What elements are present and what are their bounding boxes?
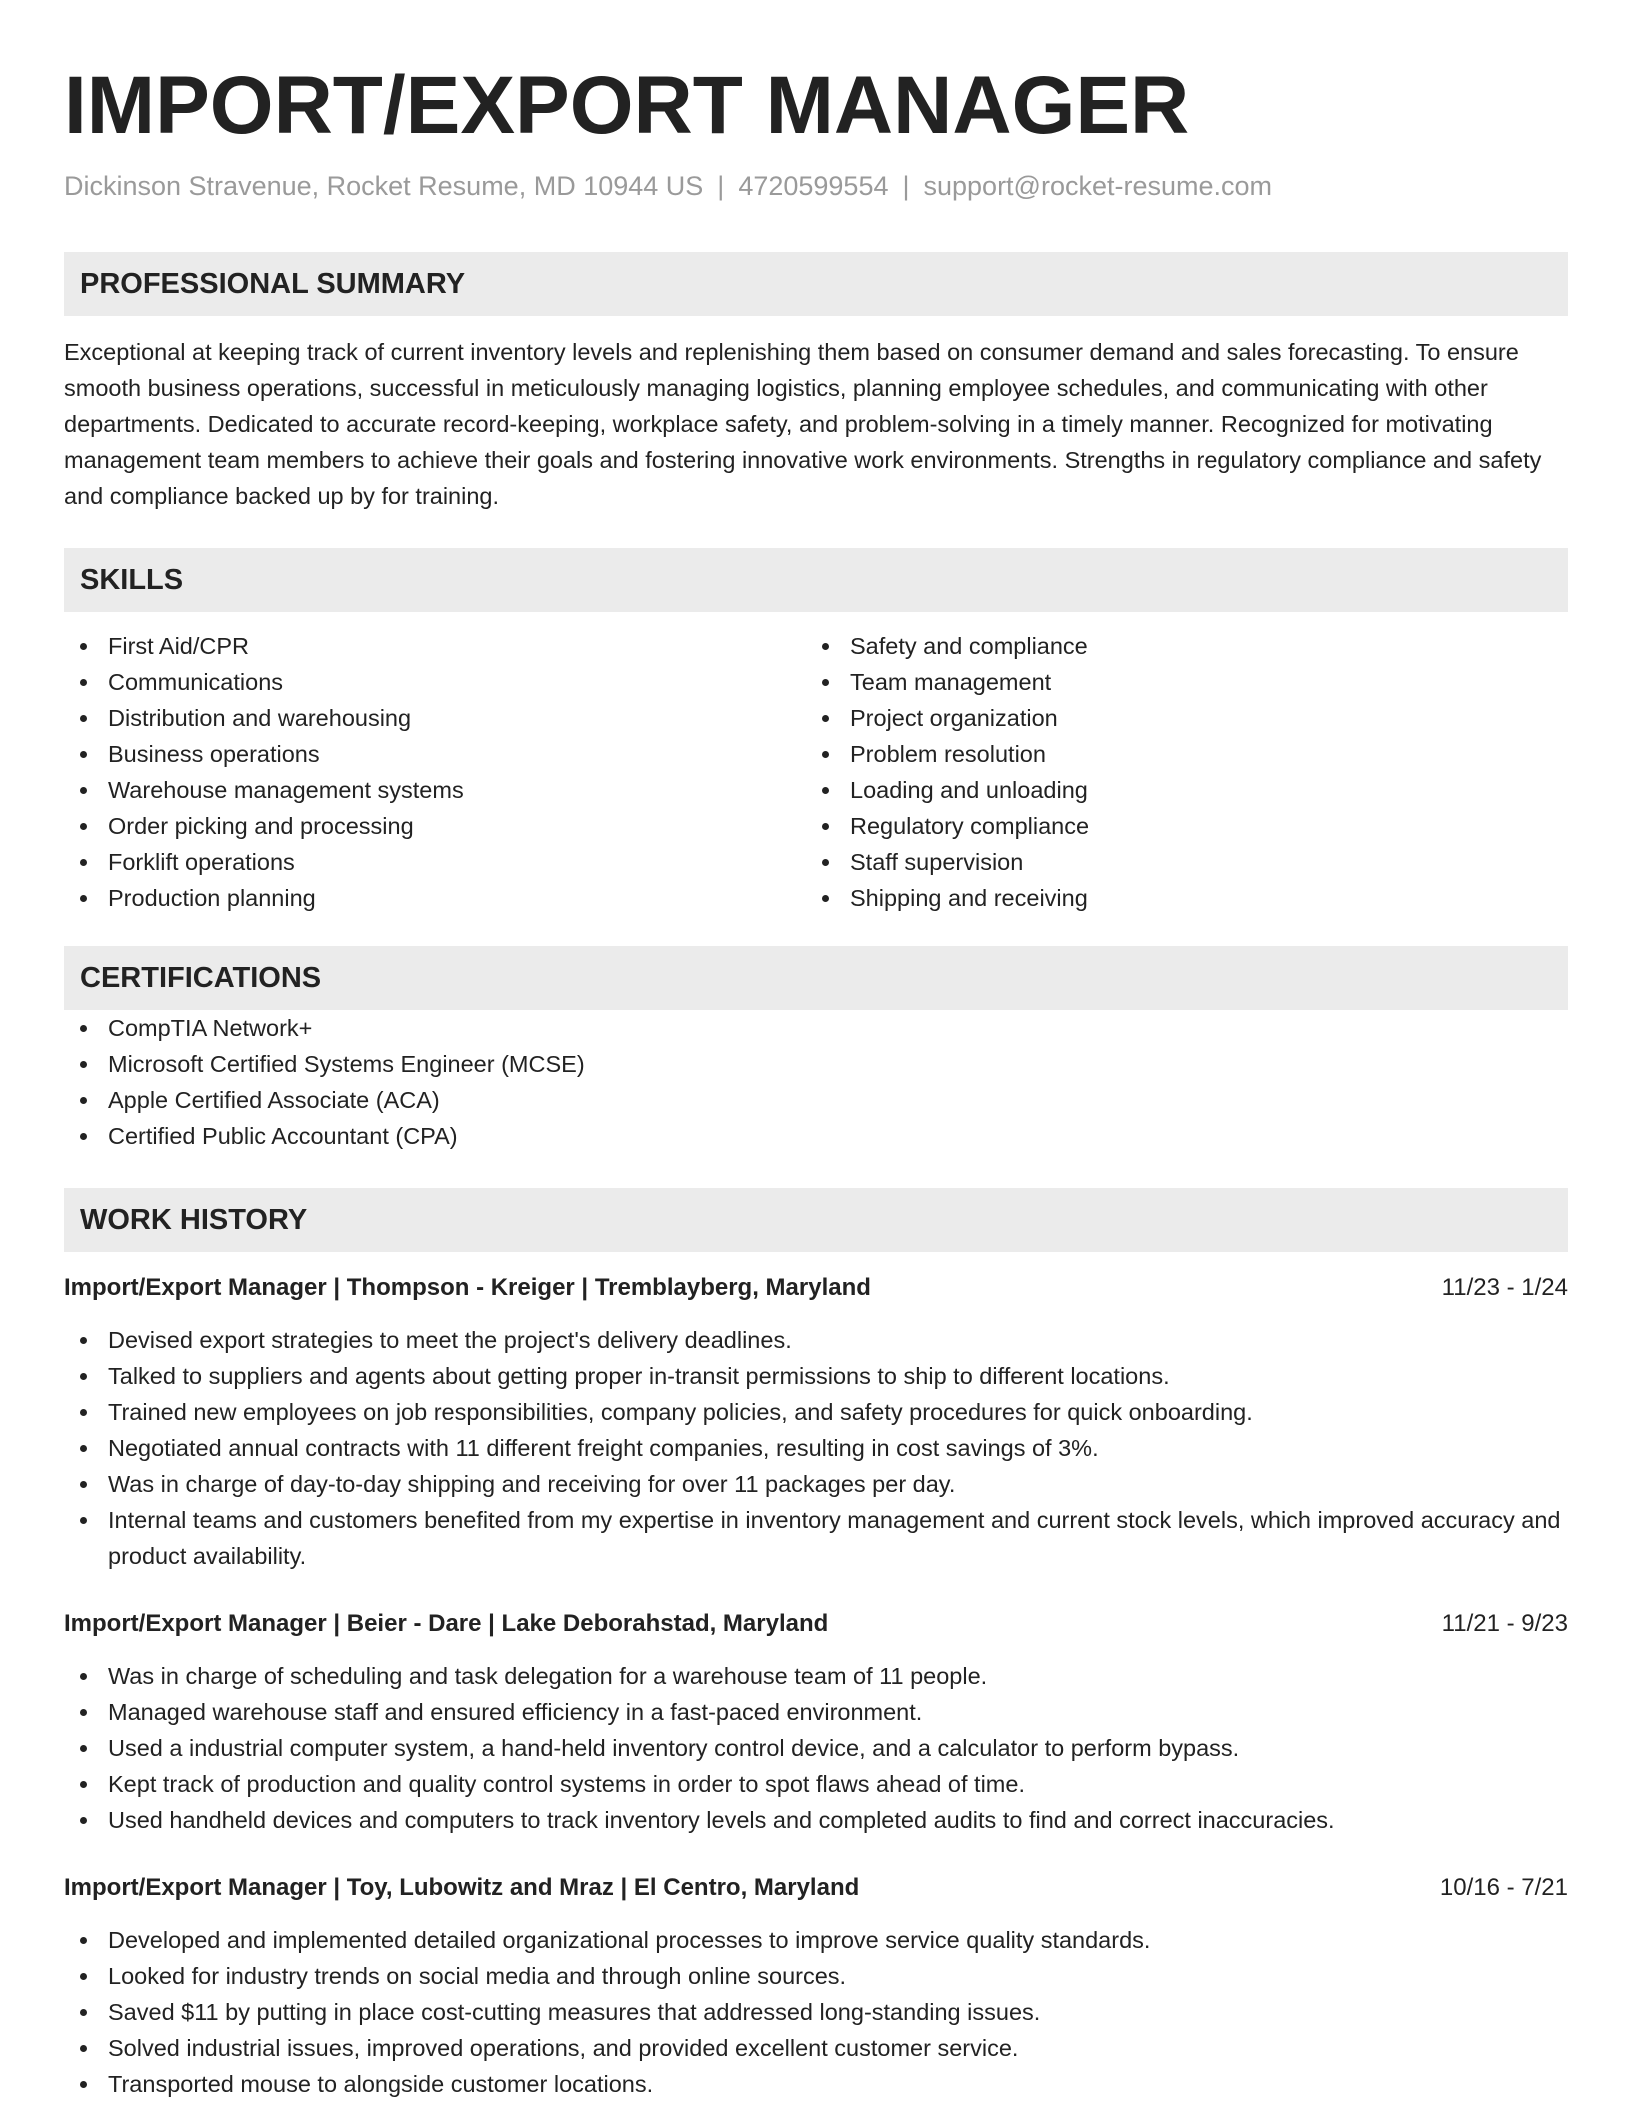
job-header bbox=[64, 1270, 1568, 1306]
skill-item: Forklift operations bbox=[64, 844, 806, 880]
job-bullets bbox=[64, 1922, 1568, 2102]
skill-item: Distribution and warehousing bbox=[64, 700, 806, 736]
certification-item: CompTIA Network+ bbox=[64, 1010, 1568, 1046]
contact-address: Dickinson Stravenue, Rocket Resume, MD 10944 US bbox=[64, 171, 704, 201]
job-dates: 10/16 - 7/21 bbox=[1439, 1874, 1568, 1901]
job-bullet: Devised export strategies to meet the project's delivery deadlines. bbox=[64, 1322, 1568, 1358]
job-header bbox=[64, 1870, 1568, 1906]
job-entry bbox=[64, 1606, 1568, 1838]
job-title: Import/Export Manager | Beier - Dare | Lake Deborahstad, Maryland bbox=[64, 1610, 829, 1637]
certification-item: Microsoft Certified Systems Engineer (MCSE) bbox=[64, 1046, 1568, 1082]
skill-item: Safety and compliance bbox=[806, 628, 1548, 664]
skill-item: Communications bbox=[64, 664, 806, 700]
job-bullet: Trained new employees on job responsibilities, company policies, and safety procedures for quick onboarding. bbox=[64, 1394, 1568, 1430]
certification-item: Apple Certified Associate (ACA) bbox=[64, 1082, 1568, 1118]
job-bullet: Used handheld devices and computers to track inventory levels and completed audits to find and correct inaccuracies. bbox=[64, 1802, 1568, 1838]
job-bullet: Negotiated annual contracts with 11 different freight companies, resulting in cost savings of 3%. bbox=[64, 1430, 1568, 1466]
skill-item: Business operations bbox=[64, 736, 806, 772]
job-bullet: Saved $11 by putting in place cost-cutting measures that addressed long-standing issues. bbox=[64, 1994, 1568, 2030]
skill-item: Regulatory compliance bbox=[806, 808, 1548, 844]
candidate-title: IMPORT/EXPORT MANAGER bbox=[64, 60, 1190, 151]
skill-item: Staff supervision bbox=[806, 844, 1548, 880]
skill-item: Team management bbox=[806, 664, 1548, 700]
job-bullet: Talked to suppliers and agents about getting proper in-transit permissions to ship to different locations. bbox=[64, 1358, 1568, 1394]
contact-phone: 4720599554 bbox=[738, 171, 889, 201]
section-header-summary: PROFESSIONAL SUMMARY bbox=[64, 252, 1568, 316]
job-title: Import/Export Manager | Thompson - Kreiger | Tremblayberg, Maryland bbox=[64, 1274, 871, 1301]
skill-item: Loading and unloading bbox=[806, 772, 1548, 808]
skill-item: Shipping and receiving bbox=[806, 880, 1548, 916]
skill-item: Warehouse management systems bbox=[64, 772, 806, 808]
job-bullet: Managed warehouse staff and ensured efficiency in a fast-paced environment. bbox=[64, 1694, 1568, 1730]
job-header bbox=[64, 1606, 1568, 1642]
section-header-certifications: CERTIFICATIONS bbox=[64, 946, 1568, 1010]
skill-item: Project organization bbox=[806, 700, 1548, 736]
section-header-work-history: WORK HISTORY bbox=[64, 1188, 1568, 1252]
job-title: Import/Export Manager | Toy, Lubowitz and Mraz | El Centro, Maryland bbox=[64, 1874, 860, 1901]
skill-item: Production planning bbox=[64, 880, 806, 916]
job-bullet: Developed and implemented detailed organizational processes to improve service quality standards. bbox=[64, 1922, 1568, 1958]
contact-separator: | bbox=[902, 171, 910, 201]
skills-list-left bbox=[64, 628, 806, 916]
section-header-skills: SKILLS bbox=[64, 548, 1568, 612]
certification-item: Certified Public Accountant (CPA) bbox=[64, 1118, 1568, 1154]
job-entry bbox=[64, 1270, 1568, 1574]
skill-item: Order picking and processing bbox=[64, 808, 806, 844]
skill-item: Problem resolution bbox=[806, 736, 1548, 772]
job-bullet: Transported mouse to alongside customer locations. bbox=[64, 2066, 1568, 2102]
summary-text: Exceptional at keeping track of current inventory levels and replenishing them based on consumer demand and sales forecasting. To ensure smooth business operations, successful in meticulously managing logistics, planning employee schedules, and communicating with other departments. Dedicated to accurate record-keeping, workplace safety, and problem-solving in a timely manner. Recognized for motivating management team members to achieve their goals and fostering innovative work environments. Strengths in regulatory compliance and safety and compliance backed up by for training. bbox=[64, 339, 1542, 509]
job-dates: 11/23 - 1/24 bbox=[1441, 1274, 1568, 1301]
job-bullet: Looked for industry trends on social media and through online sources. bbox=[64, 1958, 1568, 1994]
job-bullet: Used a industrial computer system, a hand-held inventory control device, and a calculator to perform bypass. bbox=[64, 1730, 1568, 1766]
contact-separator: | bbox=[717, 171, 725, 201]
job-bullet: Was in charge of day-to-day shipping and receiving for over 11 packages per day. bbox=[64, 1466, 1568, 1502]
job-dates: 11/21 - 9/23 bbox=[1441, 1610, 1568, 1637]
certifications-list bbox=[64, 1010, 1568, 1154]
job-entry bbox=[64, 1870, 1568, 2102]
job-bullet: Kept track of production and quality control systems in order to spot flaws ahead of time. bbox=[64, 1766, 1568, 1802]
contact-line bbox=[64, 168, 1568, 204]
resume-page bbox=[64, 0, 1568, 2102]
contact-email: support@rocket-resume.com bbox=[923, 171, 1273, 201]
job-bullets bbox=[64, 1322, 1568, 1574]
job-bullet: Was in charge of scheduling and task delegation for a warehouse team of 11 people. bbox=[64, 1658, 1568, 1694]
job-bullet: Solved industrial issues, improved operations, and provided excellent customer service. bbox=[64, 2030, 1568, 2066]
skills-grid bbox=[64, 628, 1568, 916]
skills-list-right bbox=[806, 628, 1548, 916]
skill-item: First Aid/CPR bbox=[64, 628, 806, 664]
job-bullet: Internal teams and customers benefited from my expertise in inventory management and current stock levels, which improved accuracy and product availability. bbox=[64, 1502, 1568, 1574]
job-bullets bbox=[64, 1658, 1568, 1838]
